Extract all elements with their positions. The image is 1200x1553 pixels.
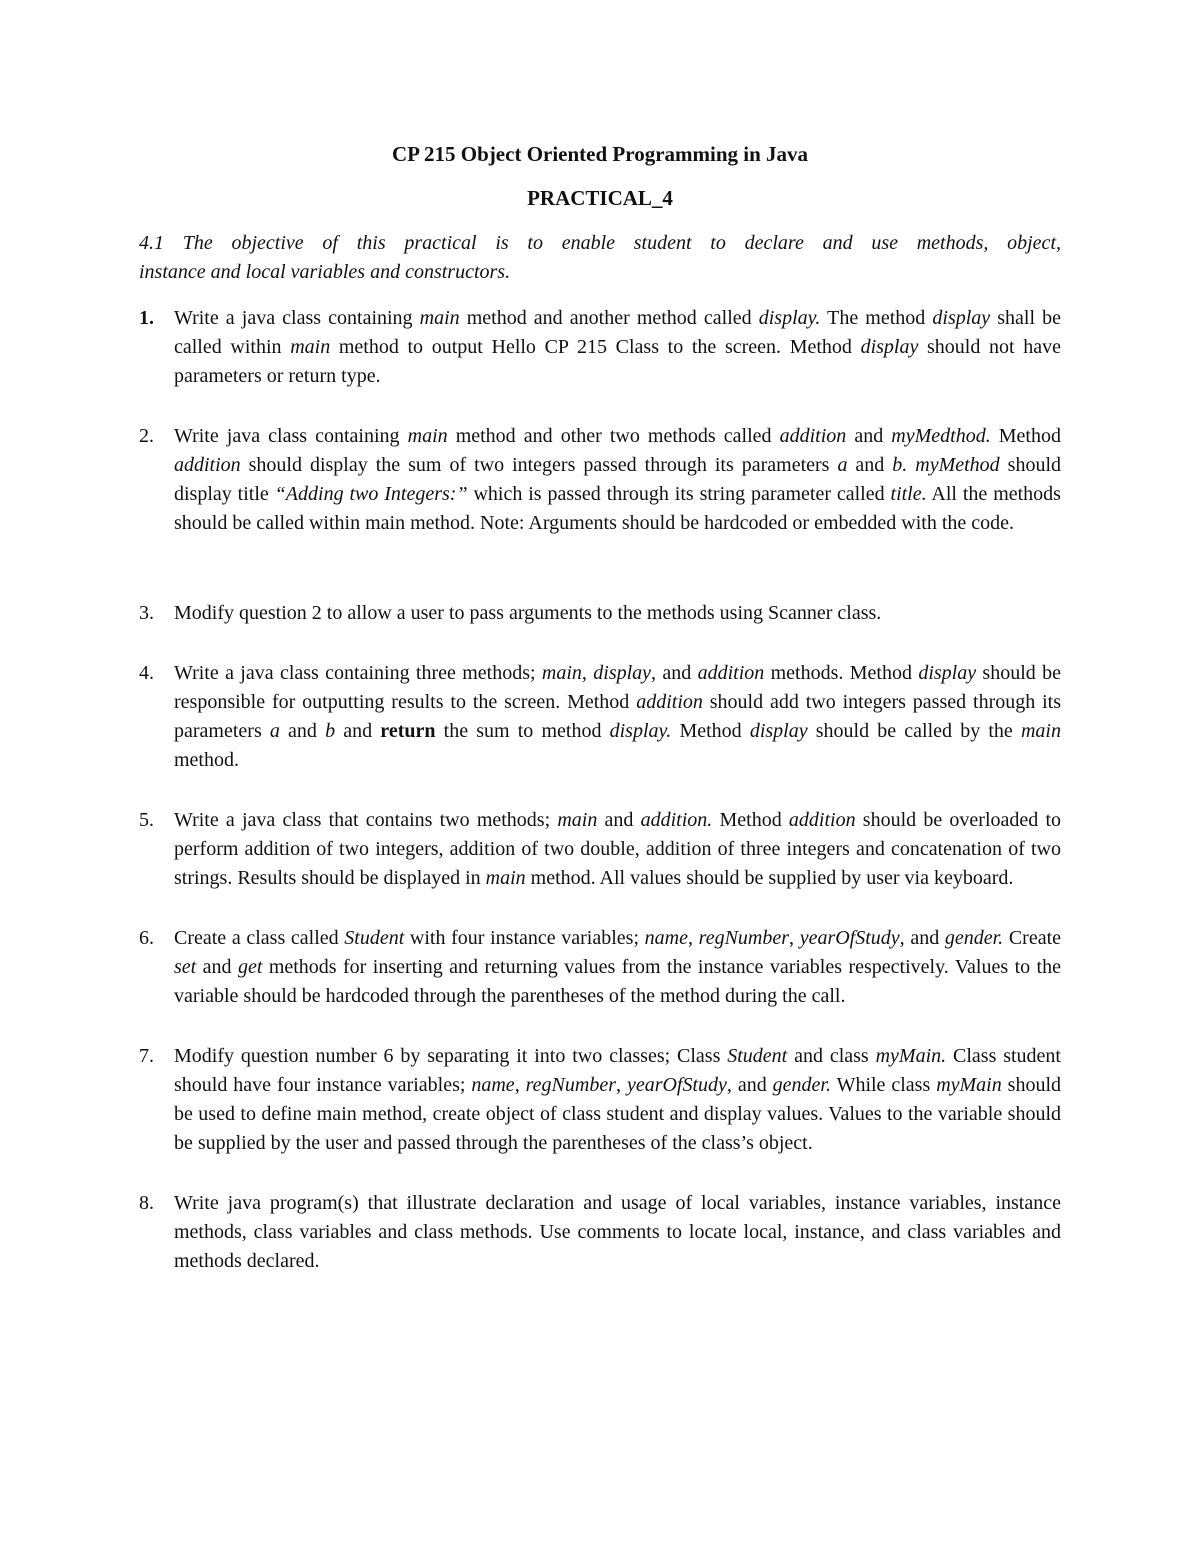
emphasis-text: set — [174, 956, 197, 978]
question-text — [174, 307, 1061, 387]
text-run: should be used to define main method, create object of class student and display values. Values to the variable should be supplied by the user and passed through the parentheses of the class’s object. — [174, 1074, 1062, 1154]
emphasis-text: display — [749, 720, 808, 742]
text-run: Method — [990, 425, 1061, 447]
emphasis-text: addition — [697, 662, 765, 684]
text-run: should not have parameters or return type. — [174, 336, 1061, 387]
emphasis-text: addition — [779, 425, 847, 447]
text-run: should be responsible for outputting results to the screen. Method — [174, 662, 1061, 713]
emphasis-text: display. — [609, 720, 672, 742]
emphasis-text: display — [860, 336, 919, 358]
emphasis-text: Student — [344, 927, 405, 949]
emphasis-text: main — [485, 867, 526, 889]
objective-line-1: 4.1 The objective of this practical is to enable student to declare and use methods, object, — [139, 232, 1061, 254]
text-run: method to output Hello CP 215 Class to the screen. Method — [330, 336, 861, 358]
question-text — [174, 1045, 1061, 1154]
question-number: 4. — [139, 662, 154, 684]
question-number: 7. — [139, 1045, 154, 1067]
emphasis-text: regNumber — [698, 927, 790, 949]
question-number: 5. — [139, 809, 154, 831]
emphasis-text: myMain. — [875, 1045, 947, 1067]
objective-line-2: instance and local variables and constructors. — [139, 261, 511, 283]
text-run: and — [846, 425, 892, 447]
question-list — [139, 304, 1061, 1276]
emphasis-text: main — [290, 336, 331, 358]
text-run: , — [514, 1074, 526, 1096]
emphasis-text: main — [557, 809, 598, 831]
text-run: method and another method called — [459, 307, 759, 329]
text-run: Write a java class containing — [174, 307, 420, 329]
question-text — [174, 662, 1061, 771]
question-item — [139, 304, 1061, 391]
text-run: Create a class called — [174, 927, 345, 949]
emphasis-text: gender. — [944, 927, 1004, 949]
question-number: 8. — [139, 1192, 154, 1214]
question-text — [174, 927, 1061, 1007]
emphasis-text: b. myMethod — [892, 454, 1000, 476]
emphasis-text: gender. — [772, 1074, 831, 1096]
text-run: and — [196, 956, 238, 978]
text-run: , — [616, 1074, 627, 1096]
question-item — [139, 1042, 1061, 1158]
question-item — [139, 659, 1061, 775]
question-text — [174, 809, 1061, 889]
text-run: methods for inserting and returning values from the instance variables respectively. Values to the variable should be hardcoded through the parentheses of the method during the call. — [174, 956, 1061, 1007]
emphasis-text: myMain — [936, 1074, 1002, 1096]
text-run: should be overloaded to perform addition of two integers, addition of two double, addition of three integers and concatenation of two strings. Results should be displayed in — [174, 809, 1062, 889]
text-run: Create — [1003, 927, 1062, 949]
text-run: , and — [899, 927, 945, 949]
text-run: should display title — [174, 454, 1062, 505]
question-text — [174, 1192, 1061, 1272]
text-run: , — [581, 662, 594, 684]
text-run: method. — [174, 749, 239, 771]
text-run: Method — [671, 720, 750, 742]
text-run: Write java program(s) that illustrate declaration and usage of local variables, instance variables, instance methods, class variables and class methods. Use comments to locate local, instance, and class variables and methods declared. — [174, 1192, 1061, 1272]
text-run: , — [789, 927, 800, 949]
text-run: and — [847, 454, 893, 476]
text-run: and class — [787, 1045, 876, 1067]
question-text — [174, 425, 1061, 534]
emphasis-text: “Adding two Integers:” — [274, 483, 468, 505]
emphasis-text: title. — [890, 483, 927, 505]
text-run: Modify question number 6 by separating it into two classes; Class — [174, 1045, 728, 1067]
question-item — [139, 806, 1061, 893]
question-number: 2. — [139, 425, 154, 447]
question-number: 1. — [139, 307, 154, 329]
text-run: , — [688, 927, 699, 949]
text-run: method. All values should be supplied by user via keyboard. — [525, 867, 1014, 889]
text-run: should display the sum of two integers passed through its parameters — [240, 454, 838, 476]
emphasis-text: main — [407, 425, 448, 447]
question-text — [174, 602, 881, 624]
emphasis-text: a — [269, 720, 280, 742]
text-run: , and — [726, 1074, 773, 1096]
emphasis-text: b — [325, 720, 336, 742]
emphasis-text: addition. — [640, 809, 713, 831]
text-run: The method — [820, 307, 933, 329]
text-run: methods. Method — [764, 662, 919, 684]
emphasis-text: name — [644, 927, 688, 949]
emphasis-text: addition — [788, 809, 856, 831]
emphasis-text: name — [471, 1074, 515, 1096]
emphasis-text: myMedthod. — [891, 425, 991, 447]
text-run: Write java class containing — [174, 425, 408, 447]
objective-paragraph — [139, 229, 1061, 287]
text-run: and — [279, 720, 326, 742]
emphasis-text: addition — [174, 454, 241, 476]
text-run: Modify question 2 to allow a user to pass arguments to the methods using Scanner class. — [174, 602, 882, 624]
emphasis-text: Student — [727, 1045, 788, 1067]
text-run: should add two integers passed through its parameters — [174, 691, 1062, 742]
emphasis-text: display. — [758, 307, 821, 329]
text-run: which is passed through its string parameter called — [467, 483, 891, 505]
emphasis-text: yearOfStudy — [626, 1074, 727, 1096]
text-run: the sum to method — [435, 720, 610, 742]
text-run: with four instance variables; — [404, 927, 645, 949]
practical-heading: PRACTICAL_4 — [527, 186, 673, 210]
emphasis-text: a — [837, 454, 848, 476]
question-number: 3. — [139, 602, 154, 624]
question-number: 6. — [139, 927, 154, 949]
emphasis-text: yearOfStudy — [799, 927, 900, 949]
text-run: should be called by the — [807, 720, 1021, 742]
emphasis-text: regNumber — [525, 1074, 616, 1096]
document-title: CP 215 Object Oriented Programming in Java — [391, 142, 809, 166]
text-run: and — [597, 809, 641, 831]
text-run: , and — [651, 662, 698, 684]
text-run: While class — [831, 1074, 937, 1096]
bold-text: return — [380, 720, 436, 742]
emphasis-text: display — [918, 662, 977, 684]
emphasis-text: main — [541, 662, 582, 684]
question-item — [139, 924, 1061, 1011]
text-run: All the methods should be called within main method. Note: Arguments should be hardcoded or embedded with the code. — [174, 483, 1061, 534]
text-run: Write a java class containing three methods; — [174, 662, 542, 684]
emphasis-text: addition — [636, 691, 703, 713]
emphasis-text: get — [237, 956, 263, 978]
question-item — [139, 599, 1061, 628]
emphasis-text: main — [1020, 720, 1061, 742]
emphasis-text: display — [932, 307, 991, 329]
text-run: Class student should have four instance variables; — [174, 1045, 1061, 1096]
emphasis-text: main — [419, 307, 460, 329]
emphasis-text: display — [593, 662, 652, 684]
text-run: and — [335, 720, 381, 742]
text-run: shall be called within — [174, 307, 1061, 358]
text-run: Method — [712, 809, 789, 831]
text-run: Write a java class that contains two methods; — [174, 809, 558, 831]
question-item — [139, 1189, 1061, 1276]
question-item — [139, 422, 1061, 538]
text-run: method and other two methods called — [447, 425, 780, 447]
